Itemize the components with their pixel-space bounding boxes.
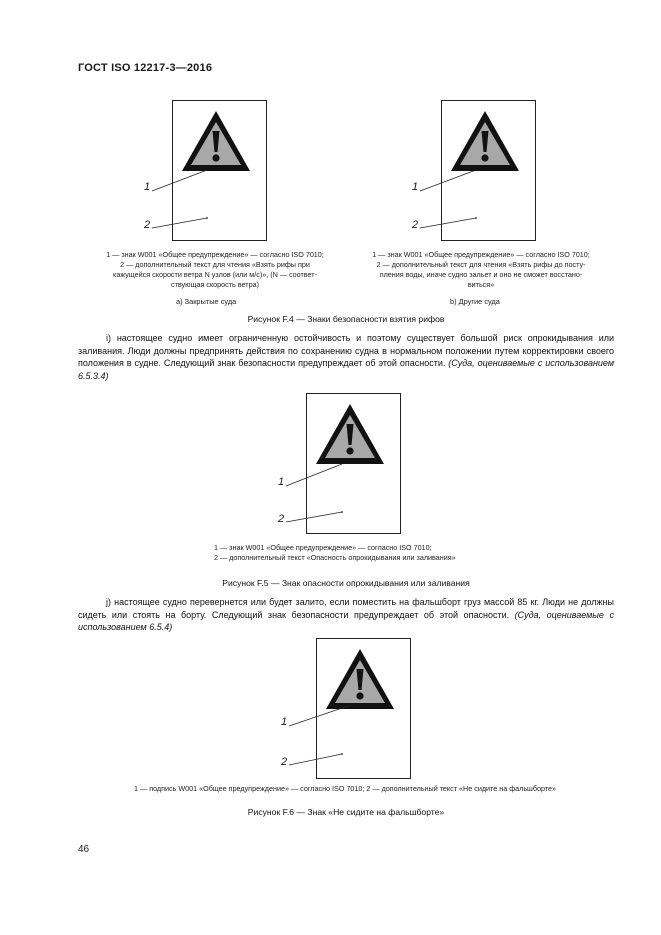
figure-f6-title: Рисунок F.6 — Знак «Не сидите на фальшборте» (247, 807, 445, 817)
callout-2: 2 (278, 513, 285, 525)
callout-2: 2 (144, 219, 151, 231)
safety-sign-closed-boats (172, 100, 267, 241)
warning-triangle-icon (324, 647, 396, 711)
warning-triangle-icon (449, 109, 521, 173)
callout-1: 1 (412, 181, 419, 193)
paragraph-j: j) настоящее судно перевернется или будет залито, если поместить на фальшборт груз массой 85 кг. Люди не должны сидеть или стоять на борту. Следующий знак безопасности предупреждает об этой опасности. (Суда, оцениваемые с использованием 6.5.4) (78, 597, 614, 632)
paragraph-i: i) настоящее судно имеет ограниченную остойчивость и поэтому существует большой риск опрокидывания или заливания. Люди должны предпринять действия по сохранению судна в нормальном положении путем корректировки своего положения в судне. Следующий знак безопасности предупреждает об этой опасности. (Суда, оцениваемые с использованием 6.5.3.4) (78, 333, 614, 381)
figure-f4-left-caption: 1 — знак W001 «Общее предупреждение» — согласно ISO 7010; 2 — дополнительный текст для чтения «Взять рифы при кажущейся скорости ветра N узлов (или м/с)», (N — соответ- ствующая скорость ветра) (106, 250, 324, 289)
page-number: 46 (78, 844, 90, 855)
warning-triangle-icon (180, 109, 252, 173)
callout-1: 1 (278, 476, 285, 488)
figure-f4-right-caption: 1 — знак W001 «Общее предупреждение» — согласно ISO 7010; 2 — дополнительный текст для чтения «Взять рифы до посту- пления воды, иначе судно зальет и оно не сможет восстано- виться» (372, 250, 590, 289)
safety-sign-other-boats (441, 100, 536, 241)
callout-2: 2 (281, 756, 288, 768)
figure-f5-title: Рисунок F.5 — Знак опасности опрокидывания или заливания (222, 578, 470, 588)
safety-sign-do-not-sit (316, 638, 411, 779)
callout-1: 1 (281, 716, 288, 728)
callout-1: 1 (144, 181, 151, 193)
safety-sign-capsize (306, 393, 401, 534)
figure-f6-caption: 1 — подпись W001 «Общее предупреждение» — согласно ISO 7010; 2 — дополнительный текст «Не сидите на фальшборте» (134, 784, 556, 793)
document-header: ГОСТ ISO 12217-3—2016 (78, 62, 213, 74)
figure-f4-title: Рисунок F.4 — Знаки безопасности взятия рифов (247, 314, 445, 324)
figure-f4-sublabel-a: a) Закрытые суда (176, 297, 237, 306)
figure-f4-sublabel-b: b) Другие суда (450, 297, 500, 306)
callout-2: 2 (412, 219, 419, 231)
warning-triangle-icon (314, 402, 386, 466)
figure-f5-caption: 1 — знак W001 «Общее предупреждение» — согласно ISO 7010; 2 — дополнительный текст «Опасность опрокидывания или заливания» (214, 543, 456, 562)
